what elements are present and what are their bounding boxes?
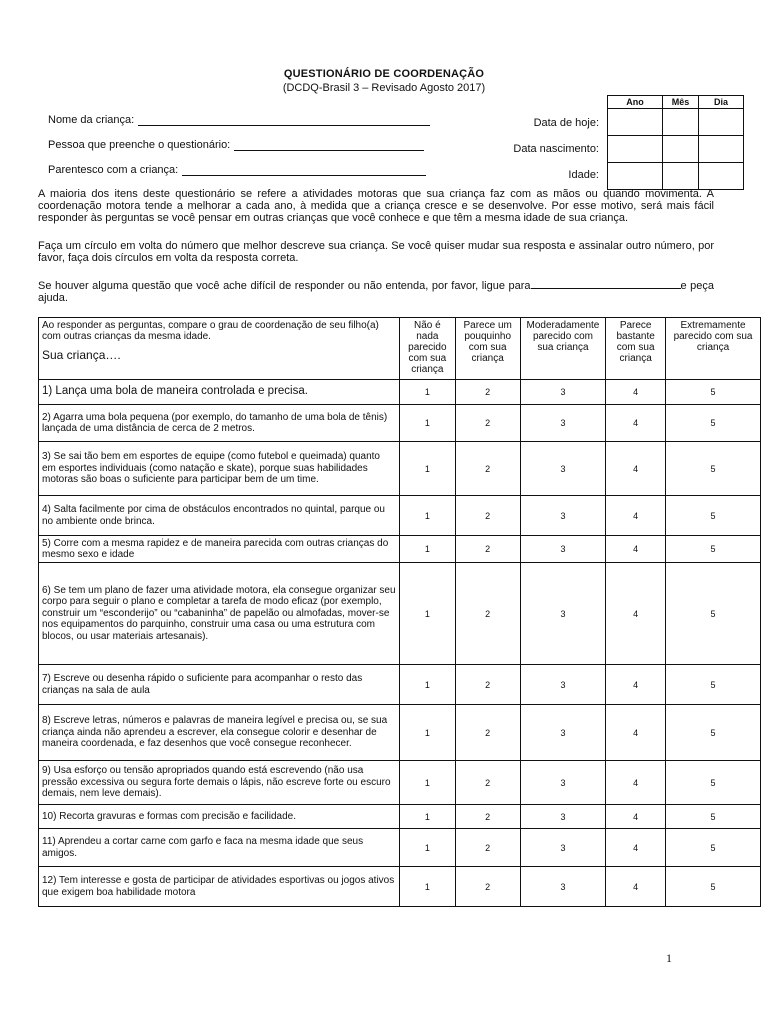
rating-option[interactable]: 5 — [666, 536, 761, 563]
rating-option[interactable]: 3 — [520, 536, 606, 563]
rating-option[interactable]: 3 — [520, 829, 606, 867]
rating-option[interactable]: 3 — [520, 761, 606, 805]
rating-option[interactable]: 3 — [520, 405, 606, 442]
question-text: 1) Lança uma bola de maneira controlada e precisa. — [39, 380, 400, 405]
rating-option[interactable]: 4 — [606, 705, 666, 761]
question-text: 8) Escreve letras, números e palavras de maneira legível e precisa ou, se sua criança ainda não aprendeu a escrever, ela consegue colorir e desenhar de maneira coordenada, e faz desenhos que você consegue reconhecer. — [39, 705, 400, 761]
rating-option[interactable]: 3 — [520, 563, 606, 665]
rating-option[interactable]: 4 — [606, 867, 666, 907]
rating-option[interactable]: 2 — [455, 665, 520, 705]
rating-option[interactable]: 2 — [455, 405, 520, 442]
rating-option[interactable]: 5 — [666, 496, 761, 536]
rating-option[interactable]: 1 — [400, 442, 456, 496]
rating-option[interactable]: 1 — [400, 867, 456, 907]
relation-line[interactable] — [182, 163, 426, 176]
rating-option[interactable]: 4 — [606, 829, 666, 867]
date-table — [607, 95, 744, 190]
table-intro — [39, 318, 400, 380]
relation-label: Parentesco com a criança: — [48, 164, 179, 176]
question-text: 4) Salta facilmente por cima de obstáculos encontrados no quintal, parque ou no ambiente onde brinca. — [39, 496, 400, 536]
filler-field — [48, 138, 424, 151]
rating-option[interactable]: 1 — [400, 705, 456, 761]
table-row — [39, 563, 761, 665]
filler-line[interactable] — [234, 138, 424, 151]
rating-option[interactable]: 2 — [455, 829, 520, 867]
rating-option[interactable]: 2 — [455, 805, 520, 829]
scale-header-1: Não é nada parecido com sua criança — [400, 318, 456, 380]
intro-text: Ao responder as perguntas, compare o grau de coordenação de seu filho(a) com outras crianças da mesma idade. — [42, 320, 379, 342]
rating-option[interactable]: 2 — [455, 563, 520, 665]
rating-option[interactable]: 2 — [455, 442, 520, 496]
date-header-day: Dia — [699, 96, 744, 109]
page-subtitle: (DCDQ-Brasil 3 – Revisado Agosto 2017) — [282, 82, 486, 94]
instructions-paragraph-2: Faça um círculo em volta do número que melhor descreve sua criança. Se você quiser mudar sua resposta e assinalar outro número, por favor, faça dois círculos em volta da resposta correta. — [38, 240, 714, 264]
table-row — [39, 405, 761, 442]
date-cell[interactable] — [608, 109, 663, 136]
rating-option[interactable]: 4 — [606, 563, 666, 665]
rating-option[interactable]: 2 — [455, 705, 520, 761]
table-row — [39, 496, 761, 536]
question-text: 2) Agarra uma bola pequena (por exemplo, do tamanho de uma bola de tênis) lançada de uma distância de cerca de 2 metros. — [39, 405, 400, 442]
date-today-label: Data de hoje: — [533, 117, 599, 129]
table-row — [39, 829, 761, 867]
question-text: 9) Usa esforço ou tensão apropriados quando está escrevendo (não usa pressão excessiva ou segura forte demais o lápis, não escreve forte ou escuro demais, nem leve demais). — [39, 761, 400, 805]
rating-option[interactable]: 5 — [666, 829, 761, 867]
relation-field — [48, 163, 426, 176]
rating-option[interactable]: 1 — [400, 805, 456, 829]
rating-option[interactable]: 5 — [666, 442, 761, 496]
date-cell[interactable] — [608, 136, 663, 163]
rating-option[interactable]: 4 — [606, 405, 666, 442]
rating-option[interactable]: 3 — [520, 867, 606, 907]
rating-option[interactable]: 1 — [400, 496, 456, 536]
scale-header-3: Moderadamente parecido com sua criança — [520, 318, 606, 380]
phone-line[interactable] — [531, 278, 681, 289]
scale-header-4: Parece bastante com sua criança — [606, 318, 666, 380]
question-text: 7) Escreve ou desenha rápido o suficiente para acompanhar o resto das crianças na sala de aula — [39, 665, 400, 705]
rating-option[interactable]: 5 — [666, 761, 761, 805]
date-cell[interactable] — [699, 136, 744, 163]
table-row — [39, 805, 761, 829]
rating-option[interactable]: 5 — [666, 705, 761, 761]
rating-option[interactable]: 3 — [520, 665, 606, 705]
rating-option[interactable]: 5 — [666, 380, 761, 405]
rating-option[interactable]: 2 — [455, 380, 520, 405]
help-text: Se houver alguma questão que você ache difícil de responder ou não entenda, por favor, ligue para — [38, 280, 531, 292]
rating-option[interactable]: 4 — [606, 536, 666, 563]
table-row — [39, 761, 761, 805]
rating-option[interactable]: 2 — [455, 536, 520, 563]
rating-option[interactable]: 4 — [606, 665, 666, 705]
rating-option[interactable]: 4 — [606, 761, 666, 805]
question-text: 12) Tem interesse e gosta de participar de atividades esportivas ou jogos ativos que exigem boa habilidade motora — [39, 867, 400, 907]
rating-option[interactable]: 5 — [666, 665, 761, 705]
question-text: 3) Se sai tão bem em esportes de equipe (como futebol e queimada) quanto em esportes individuais (como natação e skate), porque suas habilidades motoras são boas o suficiente para participar bem de um time. — [39, 442, 400, 496]
rating-option[interactable]: 1 — [400, 665, 456, 705]
rating-option[interactable]: 4 — [606, 380, 666, 405]
child-name-line[interactable] — [138, 113, 430, 126]
rating-option[interactable]: 1 — [400, 761, 456, 805]
rating-option[interactable]: 4 — [606, 805, 666, 829]
sua-crianca-label: Sua criança…. — [42, 348, 121, 362]
table-row — [39, 705, 761, 761]
rating-option[interactable]: 3 — [520, 380, 606, 405]
filler-label: Pessoa que preenche o questionário: — [48, 139, 231, 151]
page-title: QUESTIONÁRIO DE COORDENAÇÃO — [283, 68, 485, 80]
rating-option[interactable]: 3 — [520, 705, 606, 761]
date-cell[interactable] — [663, 163, 699, 190]
rating-option[interactable]: 1 — [400, 380, 456, 405]
date-birth-label: Data nascimento: — [513, 143, 599, 155]
date-header-month: Mês — [663, 96, 699, 109]
date-cell[interactable] — [663, 136, 699, 163]
rating-option[interactable]: 2 — [455, 761, 520, 805]
table-row — [39, 665, 761, 705]
rating-option[interactable]: 2 — [455, 496, 520, 536]
rating-option[interactable]: 5 — [666, 563, 761, 665]
rating-option[interactable]: 5 — [666, 805, 761, 829]
rating-option[interactable]: 5 — [666, 867, 761, 907]
rating-option[interactable]: 1 — [400, 563, 456, 665]
question-text: 6) Se tem um plano de fazer uma atividade motora, ela consegue organizar seu corpo para seguir o plano e completar a tarefa de modo eficaz (por exemplo, construir um “esconderijo” ou “cabaninha” de papelão ou almofadas, mover-se nos equipamentos do parquinho, construir uma casa ou uma estrutura com blocos, ou usar materiais artesanais). — [39, 563, 400, 665]
date-cell[interactable] — [699, 109, 744, 136]
questionnaire-table — [38, 317, 761, 907]
question-text: 5) Corre com a mesma rapidez e de maneira parecida com outras crianças do mesmo sexo e idade — [39, 536, 400, 563]
date-cell[interactable] — [608, 163, 663, 190]
instructions-paragraph-3 — [38, 278, 714, 304]
help-text-end: e peça ajuda. — [38, 280, 714, 304]
rating-option[interactable]: 3 — [520, 496, 606, 536]
date-cell[interactable] — [663, 109, 699, 136]
rating-option[interactable]: 1 — [400, 405, 456, 442]
rating-option[interactable]: 4 — [606, 496, 666, 536]
age-label: Idade: — [568, 169, 599, 181]
table-row — [39, 442, 761, 496]
question-text: 10) Recorta gravuras e formas com precisão e facilidade. — [39, 805, 400, 829]
rating-option[interactable]: 4 — [606, 442, 666, 496]
rating-option[interactable]: 3 — [520, 442, 606, 496]
rating-option[interactable]: 5 — [666, 405, 761, 442]
rating-option[interactable]: 2 — [455, 867, 520, 907]
table-row — [39, 380, 761, 405]
instructions-paragraph-1: A maioria dos itens deste questionário se refere a atividades motoras que sua criança faz com as mãos ou quando movimenta. A coordenação motora tende a melhorar a cada ano, à medida que a criança cresce e se desenvolve. Por esse motivo, será mais fácil responder às perguntas se você pensar em outras crianças que você conhece e que têm a mesma idade de sua criança. — [38, 188, 714, 224]
child-name-label: Nome da criança: — [48, 114, 135, 126]
page-number: 1 — [666, 951, 672, 965]
child-name-field — [48, 113, 430, 126]
date-header-year: Ano — [608, 96, 663, 109]
rating-option[interactable]: 1 — [400, 536, 456, 563]
scale-header-2: Parece um pouquinho com sua criança — [455, 318, 520, 380]
date-cell[interactable] — [699, 163, 744, 190]
table-row — [39, 536, 761, 563]
rating-option[interactable]: 3 — [520, 805, 606, 829]
table-row — [39, 867, 761, 907]
scale-header-5: Extremamente parecido com sua criança — [666, 318, 761, 380]
question-text: 11) Aprendeu a cortar carne com garfo e faca na mesma idade que seus amigos. — [39, 829, 400, 867]
rating-option[interactable]: 1 — [400, 829, 456, 867]
